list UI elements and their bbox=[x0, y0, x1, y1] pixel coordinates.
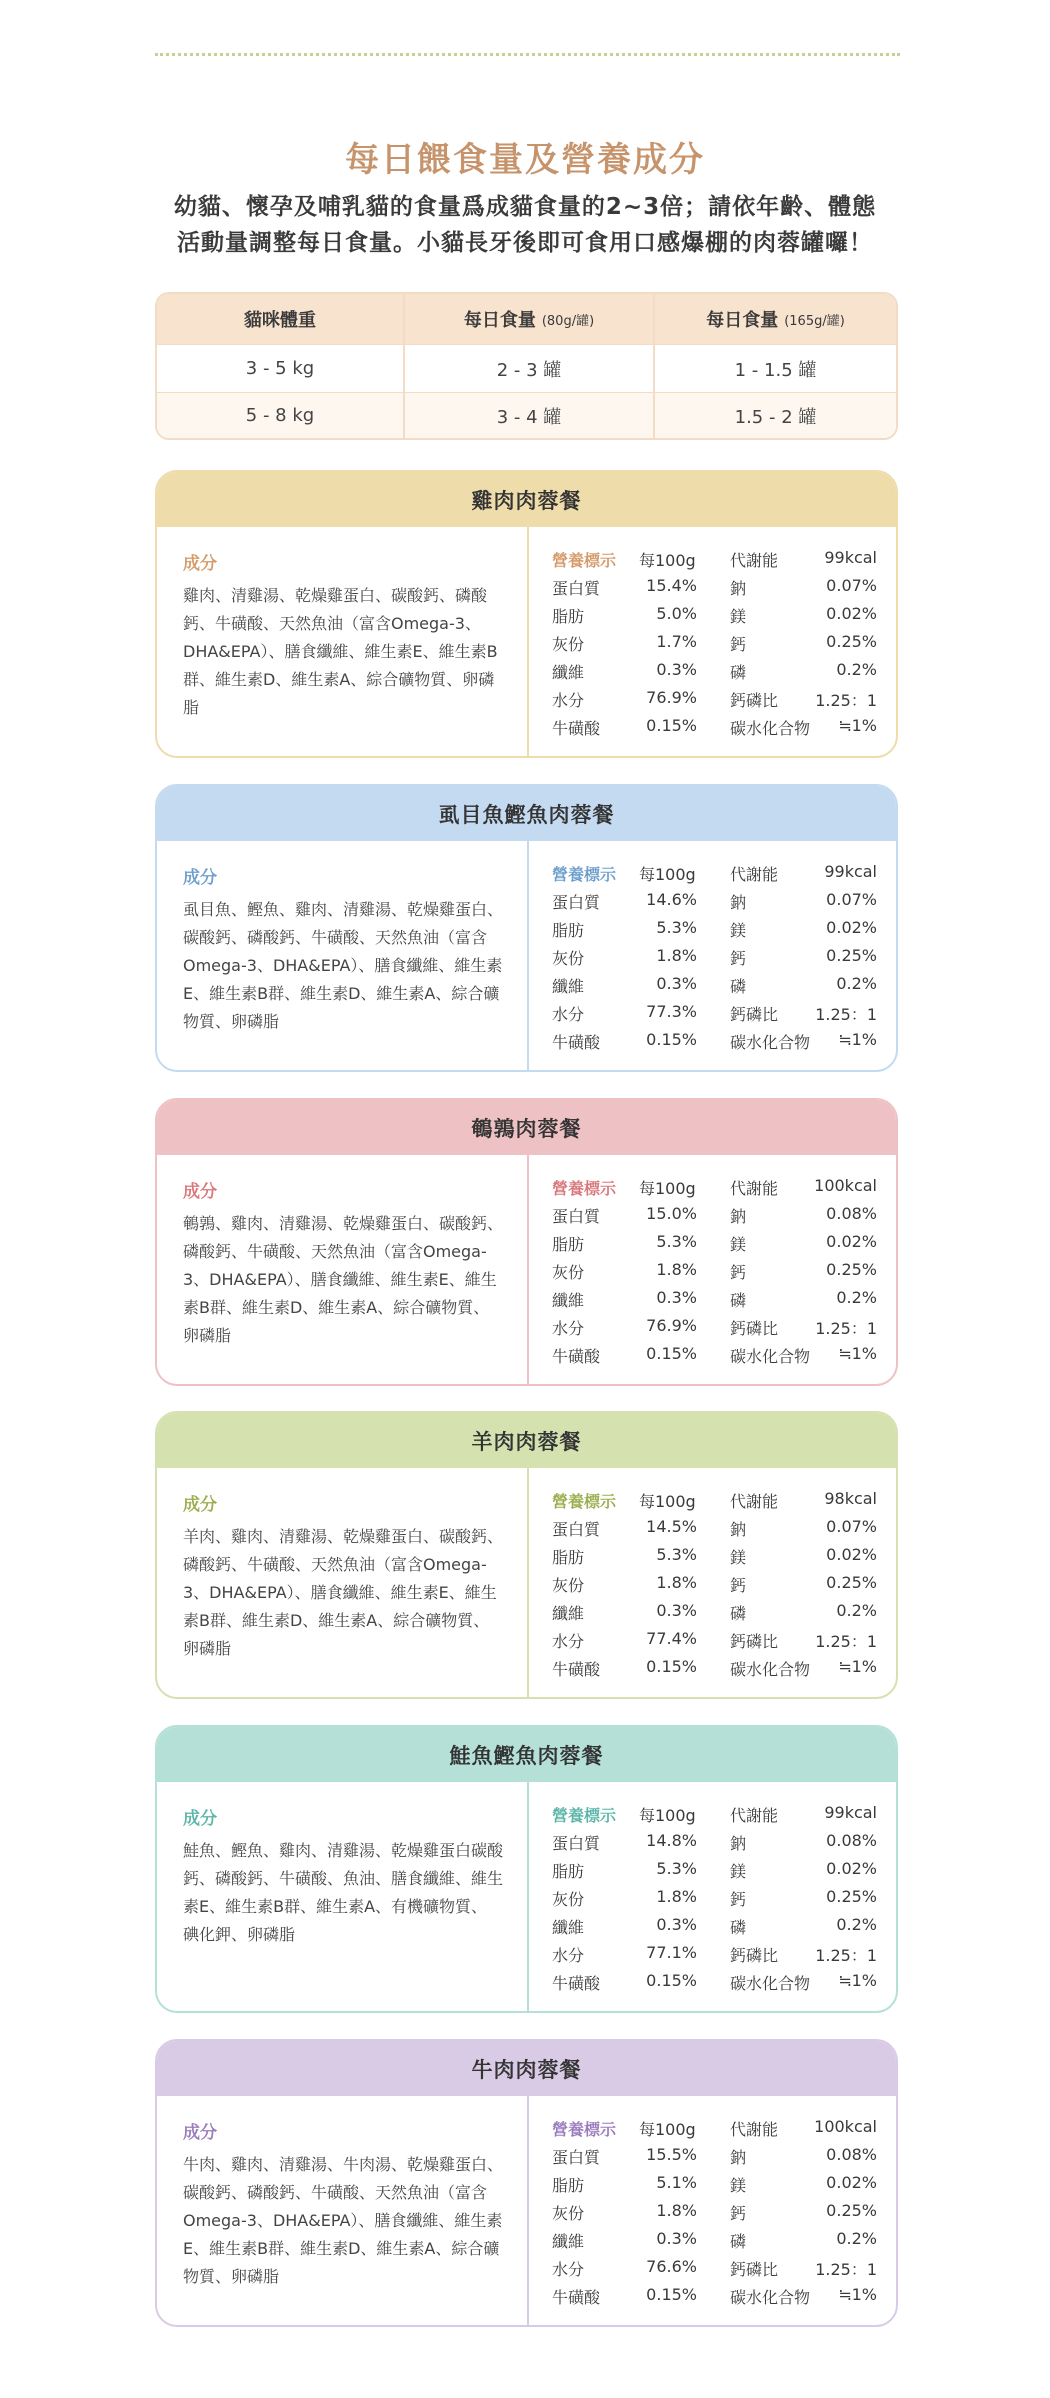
nutrition-row bbox=[552, 716, 877, 744]
ca-p-value: 1.25：1 bbox=[815, 691, 877, 710]
carb-value: ≒1% bbox=[838, 2285, 877, 2304]
taurine-value: 0.15% bbox=[646, 1344, 697, 1363]
ca-p-label: 鈣磷比 bbox=[730, 691, 779, 710]
ash-label: 灰份 bbox=[552, 2204, 585, 2223]
sodium-label: 鈉 bbox=[730, 893, 747, 912]
ca-p-value: 1.25：1 bbox=[815, 1946, 877, 1965]
nutrition-row bbox=[552, 1915, 877, 1943]
product-card bbox=[155, 470, 898, 758]
sodium-value: 0.07% bbox=[826, 890, 877, 909]
moisture-value: 76.9% bbox=[646, 688, 697, 707]
fat-value: 5.3% bbox=[656, 1859, 697, 1878]
ingredients-section bbox=[183, 1177, 503, 1350]
nutrition-panel bbox=[552, 2117, 877, 2313]
nutrition-row bbox=[552, 1517, 877, 1545]
ingredients-text: 虱目魚、鰹魚、雞肉、清雞湯、乾燥雞蛋白、碳酸鈣、磷酸鈣、牛磺酸、天然魚油（富含Omega-3、DHA&EPA）、膳食纖維、維生素E、維生素B群、維生素D、維生素A、綜合礦物質、卵磷脂 bbox=[183, 900, 504, 1031]
ingredients-text: 牛肉、雞肉、清雞湯、牛肉湯、乾燥雞蛋白、碳酸鈣、磷酸鈣、牛磺酸、天然魚油（富含Omega-3、DHA&EPA）、膳食纖維、維生素E、維生素B群、維生素D、維生素A、綜合礦物質、卵磷脂 bbox=[183, 2155, 504, 2286]
moisture-value: 76.9% bbox=[646, 1316, 697, 1335]
column-divider bbox=[527, 1782, 529, 2011]
ingredients-text: 鮭魚、鰹魚、雞肉、清雞湯、乾燥雞蛋白碳酸鈣、磷酸鈣、牛磺酸、魚油、膳食纖維、維生素E、維生素B群、維生素A、有機礦物質、碘化鉀、卵磷脂 bbox=[183, 1841, 504, 1944]
moisture-label: 水分 bbox=[552, 1632, 585, 1651]
ingredients-text: 羊肉、雞肉、清雞湯、乾燥雞蛋白、碳酸鈣、磷酸鈣、牛磺酸、天然魚油（富含Omega-3、DHA&EPA）、膳食纖維、維生素E、維生素B群、維生素D、維生素A、綜合礦物質、卵磷脂 bbox=[183, 1527, 504, 1658]
calcium-value: 0.25% bbox=[826, 1573, 877, 1592]
nutrition-row bbox=[552, 2173, 877, 2201]
ash-value: 1.8% bbox=[656, 946, 697, 965]
product-body bbox=[157, 1155, 896, 1384]
ingredients-section bbox=[183, 549, 503, 722]
subtitle-line-1: 幼貓、懷孕及哺乳貓的食量爲成貓食量的2~3倍；請依年齡、體態 bbox=[173, 194, 877, 220]
sodium-label: 鈉 bbox=[730, 1207, 747, 1226]
magnesium-value: 0.02% bbox=[826, 2173, 877, 2192]
nutrition-label: 營養標示 bbox=[552, 1492, 617, 1511]
per-100g-label: 每100g bbox=[639, 1492, 696, 1511]
fiber-label: 纖維 bbox=[552, 977, 585, 996]
protein-value: 15.5% bbox=[646, 2145, 697, 2164]
phosphorus-label: 磷 bbox=[730, 1604, 747, 1623]
feeding-cell: 3 - 5 kg bbox=[157, 344, 403, 392]
fat-label: 脂肪 bbox=[552, 921, 585, 940]
nutrition-row bbox=[552, 2201, 877, 2229]
ingredients-label: 成分 bbox=[183, 1495, 217, 1515]
magnesium-value: 0.02% bbox=[826, 1859, 877, 1878]
nutrition-row bbox=[552, 974, 877, 1002]
fiber-label: 纖維 bbox=[552, 1918, 585, 1937]
ca-p-label: 鈣磷比 bbox=[730, 1319, 779, 1338]
taurine-label: 牛磺酸 bbox=[552, 1347, 601, 1366]
nutrition-row bbox=[552, 1943, 877, 1971]
nutrition-panel bbox=[552, 1176, 877, 1372]
moisture-value: 77.1% bbox=[646, 1943, 697, 1962]
taurine-value: 0.15% bbox=[646, 1971, 697, 1990]
nutrition-row bbox=[552, 548, 877, 576]
product-name: 鮭魚鰹魚肉蓉餐 bbox=[157, 1727, 896, 1782]
carb-value: ≒1% bbox=[838, 1030, 877, 1049]
nutrition-row bbox=[552, 576, 877, 604]
nutrition-row bbox=[552, 918, 877, 946]
product-card bbox=[155, 1098, 898, 1386]
phosphorus-value: 0.2% bbox=[836, 2229, 877, 2248]
per-100g-label: 每100g bbox=[639, 551, 696, 570]
product-card bbox=[155, 1725, 898, 2013]
moisture-label: 水分 bbox=[552, 1005, 585, 1024]
carb-label: 碳水化合物 bbox=[730, 2288, 811, 2307]
page-title: 每日餵食量及營養成分 bbox=[345, 140, 705, 180]
column-divider bbox=[527, 841, 529, 1070]
taurine-value: 0.15% bbox=[646, 1657, 697, 1676]
fiber-label: 纖維 bbox=[552, 1604, 585, 1623]
column-divider bbox=[527, 1155, 529, 1384]
magnesium-label: 鎂 bbox=[730, 921, 747, 940]
ca-p-label: 鈣磷比 bbox=[730, 1946, 779, 1965]
sodium-value: 0.08% bbox=[826, 2145, 877, 2164]
protein-value: 15.4% bbox=[646, 576, 697, 595]
nutrition-row bbox=[552, 2229, 877, 2257]
sodium-value: 0.08% bbox=[826, 1831, 877, 1850]
sodium-label: 鈉 bbox=[730, 2148, 747, 2167]
moisture-value: 77.4% bbox=[646, 1629, 697, 1648]
nutrition-row bbox=[552, 1489, 877, 1517]
nutrition-row bbox=[552, 1601, 877, 1629]
ash-value: 1.8% bbox=[656, 1260, 697, 1279]
nutrition-row bbox=[552, 1316, 877, 1344]
column-divider bbox=[527, 2096, 529, 2325]
fiber-label: 纖維 bbox=[552, 2232, 585, 2251]
nutrition-row bbox=[552, 1030, 877, 1058]
protein-label: 蛋白質 bbox=[552, 1520, 601, 1539]
nutrition-row bbox=[552, 1288, 877, 1316]
carb-label: 碳水化合物 bbox=[730, 1033, 811, 1052]
product-card bbox=[155, 2039, 898, 2327]
nutrition-row bbox=[552, 2257, 877, 2285]
feeding-table bbox=[155, 292, 898, 440]
phosphorus-label: 磷 bbox=[730, 663, 747, 682]
phosphorus-value: 0.2% bbox=[836, 660, 877, 679]
fiber-value: 0.3% bbox=[656, 2229, 697, 2248]
phosphorus-label: 磷 bbox=[730, 977, 747, 996]
ingredients-section bbox=[183, 863, 503, 1036]
energy-value: 99kcal bbox=[824, 548, 877, 567]
product-name: 雞肉肉蓉餐 bbox=[157, 472, 896, 527]
fat-value: 5.3% bbox=[656, 1232, 697, 1251]
fiber-value: 0.3% bbox=[656, 1288, 697, 1307]
calcium-label: 鈣 bbox=[730, 1263, 747, 1282]
ingredients-section bbox=[183, 1804, 503, 1949]
nutrition-panel bbox=[552, 548, 877, 744]
energy-value: 98kcal bbox=[824, 1489, 877, 1508]
protein-value: 14.5% bbox=[646, 1517, 697, 1536]
nutrition-row bbox=[552, 2117, 877, 2145]
fat-label: 脂肪 bbox=[552, 1548, 585, 1567]
nutrition-row bbox=[552, 2145, 877, 2173]
ingredients-label: 成分 bbox=[183, 1809, 217, 1829]
per-100g-label: 每100g bbox=[639, 1179, 696, 1198]
product-name: 鵪鶉肉蓉餐 bbox=[157, 1100, 896, 1155]
nutrition-label: 營養標示 bbox=[552, 2120, 617, 2139]
carb-label: 碳水化合物 bbox=[730, 1974, 811, 1993]
carb-label: 碳水化合物 bbox=[730, 1347, 811, 1366]
nutrition-row bbox=[552, 862, 877, 890]
product-body bbox=[157, 527, 896, 756]
per-100g-label: 每100g bbox=[639, 2120, 696, 2139]
moisture-value: 76.6% bbox=[646, 2257, 697, 2276]
magnesium-value: 0.02% bbox=[826, 918, 877, 937]
sodium-value: 0.07% bbox=[826, 1517, 877, 1536]
ash-label: 灰份 bbox=[552, 635, 585, 654]
fat-label: 脂肪 bbox=[552, 2176, 585, 2195]
nutrition-row bbox=[552, 688, 877, 716]
taurine-label: 牛磺酸 bbox=[552, 1660, 601, 1679]
fat-value: 5.3% bbox=[656, 918, 697, 937]
taurine-label: 牛磺酸 bbox=[552, 2288, 601, 2307]
moisture-label: 水分 bbox=[552, 1946, 585, 1965]
phosphorus-label: 磷 bbox=[730, 1291, 747, 1310]
product-body bbox=[157, 2096, 896, 2325]
calcium-value: 0.25% bbox=[826, 632, 877, 651]
fat-label: 脂肪 bbox=[552, 1862, 585, 1881]
carb-value: ≒1% bbox=[838, 1971, 877, 1990]
magnesium-value: 0.02% bbox=[826, 1545, 877, 1564]
ingredients-label: 成分 bbox=[183, 554, 217, 574]
protein-value: 14.8% bbox=[646, 1831, 697, 1850]
dotted-divider bbox=[155, 53, 900, 56]
feeding-header-80g bbox=[403, 294, 653, 344]
per-100g-label: 每100g bbox=[639, 865, 696, 884]
fat-label: 脂肪 bbox=[552, 607, 585, 626]
fiber-value: 0.3% bbox=[656, 1915, 697, 1934]
nutrition-row bbox=[552, 1204, 877, 1232]
calcium-label: 鈣 bbox=[730, 949, 747, 968]
nutrition-row bbox=[552, 1002, 877, 1030]
fiber-label: 纖維 bbox=[552, 663, 585, 682]
ash-value: 1.8% bbox=[656, 1573, 697, 1592]
nutrition-row bbox=[552, 1260, 877, 1288]
magnesium-label: 鎂 bbox=[730, 607, 747, 626]
nutrition-row bbox=[552, 632, 877, 660]
energy-value: 99kcal bbox=[824, 1803, 877, 1822]
magnesium-value: 0.02% bbox=[826, 1232, 877, 1251]
phosphorus-value: 0.2% bbox=[836, 1601, 877, 1620]
ash-value: 1.8% bbox=[656, 2201, 697, 2220]
column-divider bbox=[527, 1468, 529, 1697]
product-name: 牛肉肉蓉餐 bbox=[157, 2041, 896, 2096]
nutrition-row bbox=[552, 1887, 877, 1915]
ingredients-label: 成分 bbox=[183, 1182, 217, 1202]
nutrition-row bbox=[552, 1831, 877, 1859]
nutrition-row bbox=[552, 1657, 877, 1685]
sodium-label: 鈉 bbox=[730, 1834, 747, 1853]
nutrition-label: 營養標示 bbox=[552, 865, 617, 884]
ash-label: 灰份 bbox=[552, 949, 585, 968]
nutrition-row bbox=[552, 1803, 877, 1831]
ingredients-text: 鵪鶉、雞肉、清雞湯、乾燥雞蛋白、碳酸鈣、磷酸鈣、牛磺酸、天然魚油（富含Omega-3、DHA&EPA）、膳食纖維、維生素E、維生素B群、維生素D、維生素A、綜合礦物質、卵磷脂 bbox=[183, 1214, 504, 1345]
nutrition-label: 營養標示 bbox=[552, 551, 617, 570]
taurine-label: 牛磺酸 bbox=[552, 719, 601, 738]
fat-value: 5.0% bbox=[656, 604, 697, 623]
sodium-label: 鈉 bbox=[730, 1520, 747, 1539]
ca-p-value: 1.25：1 bbox=[815, 1319, 877, 1338]
sodium-value: 0.08% bbox=[826, 1204, 877, 1223]
moisture-label: 水分 bbox=[552, 2260, 585, 2279]
feeding-cell: 1.5 - 2 罐 bbox=[653, 392, 896, 438]
product-card bbox=[155, 784, 898, 1072]
feeding-header-80g-label: 每日食量 bbox=[463, 310, 536, 331]
taurine-value: 0.15% bbox=[646, 2285, 697, 2304]
feeding-header-80g-unit: (80g/罐) bbox=[541, 313, 595, 329]
taurine-value: 0.15% bbox=[646, 1030, 697, 1049]
feeding-header-165g bbox=[653, 294, 896, 344]
feeding-header-165g-label: 每日食量 bbox=[706, 310, 779, 331]
taurine-label: 牛磺酸 bbox=[552, 1033, 601, 1052]
calcium-label: 鈣 bbox=[730, 635, 747, 654]
ash-label: 灰份 bbox=[552, 1890, 585, 1909]
ingredients-section bbox=[183, 2118, 503, 2291]
taurine-value: 0.15% bbox=[646, 716, 697, 735]
sodium-label: 鈉 bbox=[730, 579, 747, 598]
nutrition-panel bbox=[552, 1489, 877, 1685]
feeding-cell: 2 - 3 罐 bbox=[403, 344, 653, 392]
product-body bbox=[157, 841, 896, 1070]
energy-value: 99kcal bbox=[824, 862, 877, 881]
energy-label: 代謝能 bbox=[730, 1492, 779, 1511]
calcium-value: 0.25% bbox=[826, 2201, 877, 2220]
protein-label: 蛋白質 bbox=[552, 893, 601, 912]
energy-label: 代謝能 bbox=[730, 1179, 779, 1198]
taurine-label: 牛磺酸 bbox=[552, 1974, 601, 1993]
ingredients-label: 成分 bbox=[183, 868, 217, 888]
feeding-header-weight bbox=[157, 294, 403, 344]
fat-value: 5.3% bbox=[656, 1545, 697, 1564]
carb-label: 碳水化合物 bbox=[730, 719, 811, 738]
feeding-header-165g-unit: (165g/罐) bbox=[784, 313, 845, 329]
calcium-value: 0.25% bbox=[826, 946, 877, 965]
magnesium-label: 鎂 bbox=[730, 1862, 747, 1881]
calcium-label: 鈣 bbox=[730, 1576, 747, 1595]
nutrition-row bbox=[552, 1859, 877, 1887]
energy-value: 100kcal bbox=[814, 2117, 877, 2136]
nutrition-panel bbox=[552, 1803, 877, 1999]
energy-label: 代謝能 bbox=[730, 1806, 779, 1825]
fiber-label: 纖維 bbox=[552, 1291, 585, 1310]
energy-value: 100kcal bbox=[814, 1176, 877, 1195]
feeding-cell: 3 - 4 罐 bbox=[403, 392, 653, 438]
nutrition-panel bbox=[552, 862, 877, 1058]
phosphorus-label: 磷 bbox=[730, 2232, 747, 2251]
fiber-value: 0.3% bbox=[656, 660, 697, 679]
ingredients-text: 雞肉、清雞湯、乾燥雞蛋白、碳酸鈣、磷酸鈣、牛磺酸、天然魚油（富含Omega-3、DHA&EPA）、膳食纖維、維生素E、維生素B群、維生素D、維生素A、綜合礦物質、卵磷脂 bbox=[183, 586, 498, 717]
carb-value: ≒1% bbox=[838, 1344, 877, 1363]
nutrition-row bbox=[552, 1629, 877, 1657]
protein-label: 蛋白質 bbox=[552, 579, 601, 598]
carb-label: 碳水化合物 bbox=[730, 1660, 811, 1679]
moisture-label: 水分 bbox=[552, 1319, 585, 1338]
ca-p-label: 鈣磷比 bbox=[730, 1005, 779, 1024]
ca-p-value: 1.25：1 bbox=[815, 1005, 877, 1024]
protein-label: 蛋白質 bbox=[552, 1207, 601, 1226]
column-divider bbox=[527, 527, 529, 756]
nutrition-row bbox=[552, 1232, 877, 1260]
ca-p-label: 鈣磷比 bbox=[730, 2260, 779, 2279]
phosphorus-value: 0.2% bbox=[836, 1915, 877, 1934]
carb-value: ≒1% bbox=[838, 716, 877, 735]
fat-label: 脂肪 bbox=[552, 1235, 585, 1254]
nutrition-row bbox=[552, 1176, 877, 1204]
ca-p-value: 1.25：1 bbox=[815, 1632, 877, 1651]
feeding-cell: 1 - 1.5 罐 bbox=[653, 344, 896, 392]
nutrition-row bbox=[552, 660, 877, 688]
product-card bbox=[155, 1411, 898, 1699]
ingredients-section bbox=[183, 1490, 503, 1663]
subtitle-line-2: 活動量調整每日食量。小貓長牙後即可食用口感爆棚的肉蓉罐囉！ bbox=[177, 230, 873, 256]
carb-value: ≒1% bbox=[838, 1657, 877, 1676]
nutrition-label: 營養標示 bbox=[552, 1806, 617, 1825]
magnesium-value: 0.02% bbox=[826, 604, 877, 623]
feeding-cell: 5 - 8 kg bbox=[157, 392, 403, 438]
magnesium-label: 鎂 bbox=[730, 1235, 747, 1254]
energy-label: 代謝能 bbox=[730, 2120, 779, 2139]
energy-label: 代謝能 bbox=[730, 865, 779, 884]
product-name: 羊肉肉蓉餐 bbox=[157, 1413, 896, 1468]
calcium-label: 鈣 bbox=[730, 1890, 747, 1909]
nutrition-row bbox=[552, 604, 877, 632]
protein-label: 蛋白質 bbox=[552, 1834, 601, 1853]
magnesium-label: 鎂 bbox=[730, 1548, 747, 1567]
ash-value: 1.8% bbox=[656, 1887, 697, 1906]
nutrition-row bbox=[552, 1573, 877, 1601]
phosphorus-value: 0.2% bbox=[836, 1288, 877, 1307]
nutrition-row bbox=[552, 890, 877, 918]
feeding-header-weight-label: 貓咪體重 bbox=[244, 310, 316, 331]
protein-label: 蛋白質 bbox=[552, 2148, 601, 2167]
nutrition-row bbox=[552, 1344, 877, 1372]
nutrition-row bbox=[552, 946, 877, 974]
ingredients-label: 成分 bbox=[183, 2123, 217, 2143]
protein-value: 14.6% bbox=[646, 890, 697, 909]
moisture-value: 77.3% bbox=[646, 1002, 697, 1021]
ash-label: 灰份 bbox=[552, 1263, 585, 1282]
phosphorus-label: 磷 bbox=[730, 1918, 747, 1937]
calcium-value: 0.25% bbox=[826, 1260, 877, 1279]
fiber-value: 0.3% bbox=[656, 974, 697, 993]
sodium-value: 0.07% bbox=[826, 576, 877, 595]
energy-label: 代謝能 bbox=[730, 551, 779, 570]
phosphorus-value: 0.2% bbox=[836, 974, 877, 993]
fat-value: 5.1% bbox=[656, 2173, 697, 2192]
fiber-value: 0.3% bbox=[656, 1601, 697, 1620]
nutrition-row bbox=[552, 1545, 877, 1573]
product-name: 虱目魚鰹魚肉蓉餐 bbox=[157, 786, 896, 841]
nutrition-row bbox=[552, 1971, 877, 1999]
calcium-value: 0.25% bbox=[826, 1887, 877, 1906]
nutrition-row bbox=[552, 2285, 877, 2313]
product-body bbox=[157, 1468, 896, 1697]
per-100g-label: 每100g bbox=[639, 1806, 696, 1825]
ca-p-value: 1.25：1 bbox=[815, 2260, 877, 2279]
ca-p-label: 鈣磷比 bbox=[730, 1632, 779, 1651]
nutrition-label: 營養標示 bbox=[552, 1179, 617, 1198]
calcium-label: 鈣 bbox=[730, 2204, 747, 2223]
moisture-label: 水分 bbox=[552, 691, 585, 710]
protein-value: 15.0% bbox=[646, 1204, 697, 1223]
product-body bbox=[157, 1782, 896, 2011]
ash-label: 灰份 bbox=[552, 1576, 585, 1595]
ash-value: 1.7% bbox=[656, 632, 697, 651]
magnesium-label: 鎂 bbox=[730, 2176, 747, 2195]
